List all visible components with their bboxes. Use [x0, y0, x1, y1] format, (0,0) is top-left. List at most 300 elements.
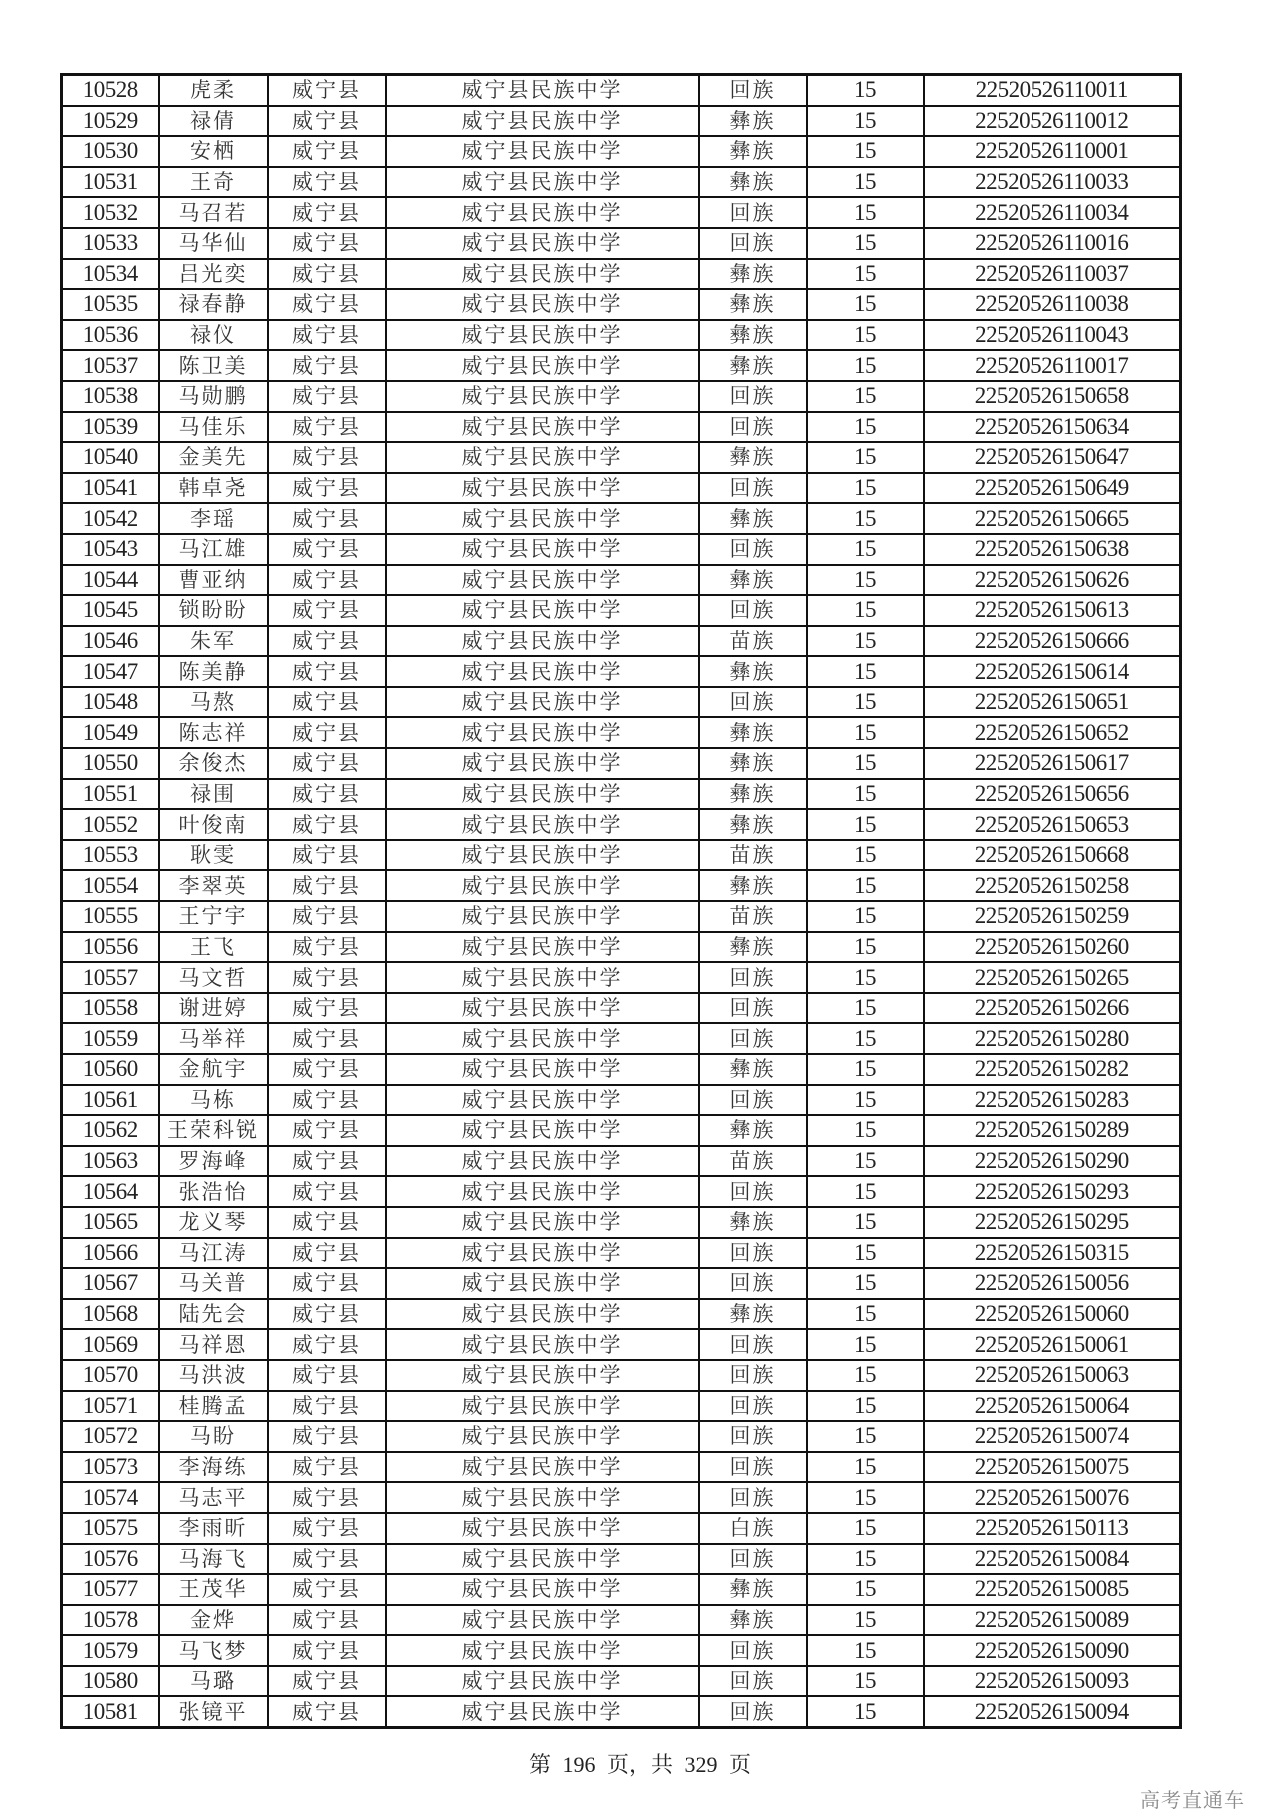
exam-id-cell: 22520526150658 — [924, 381, 1181, 412]
exam-id-cell: 22520526150280 — [924, 1023, 1181, 1054]
name-cell: 王宁宇 — [159, 901, 268, 932]
exam-id-cell: 22520526110016 — [924, 228, 1181, 259]
exam-id-cell: 22520526150075 — [924, 1452, 1181, 1483]
school-cell: 威宁县民族中学 — [386, 1605, 699, 1636]
seq-cell: 10546 — [62, 626, 159, 657]
county-cell: 威宁县 — [268, 1146, 386, 1177]
seq-cell: 10539 — [62, 412, 159, 443]
table-row — [62, 412, 1181, 443]
name-cell: 禄春静 — [159, 289, 268, 320]
table-row — [62, 75, 1181, 106]
county-cell: 威宁县 — [268, 289, 386, 320]
school-cell: 威宁县民族中学 — [386, 75, 699, 106]
score-cell: 15 — [807, 1299, 924, 1330]
ethnicity-cell: 苗族 — [699, 840, 807, 871]
name-cell: 李海练 — [159, 1452, 268, 1483]
exam-id-cell: 22520526150258 — [924, 870, 1181, 901]
exam-id-cell: 22520526150649 — [924, 473, 1181, 504]
seq-cell: 10544 — [62, 565, 159, 596]
school-cell: 威宁县民族中学 — [386, 1115, 699, 1146]
school-cell: 威宁县民族中学 — [386, 901, 699, 932]
score-cell: 15 — [807, 1238, 924, 1269]
county-cell: 威宁县 — [268, 901, 386, 932]
county-cell: 威宁县 — [268, 1666, 386, 1697]
school-cell: 威宁县民族中学 — [386, 1452, 699, 1483]
score-cell: 15 — [807, 962, 924, 993]
county-cell: 威宁县 — [268, 259, 386, 290]
county-cell: 威宁县 — [268, 565, 386, 596]
name-cell: 谢进婷 — [159, 993, 268, 1024]
name-cell: 马栋 — [159, 1085, 268, 1116]
ethnicity-cell: 彝族 — [699, 748, 807, 779]
seq-cell: 10550 — [62, 748, 159, 779]
seq-cell: 10534 — [62, 259, 159, 290]
name-cell: 王荣科锐 — [159, 1115, 268, 1146]
score-cell: 15 — [807, 717, 924, 748]
watermark-text: 高考直通车 — [1140, 1788, 1245, 1812]
table-row — [62, 595, 1181, 626]
score-cell: 15 — [807, 1482, 924, 1513]
table-row — [62, 748, 1181, 779]
score-cell: 15 — [807, 1513, 924, 1544]
county-cell: 威宁县 — [268, 1054, 386, 1085]
score-cell: 15 — [807, 840, 924, 871]
name-cell: 罗海峰 — [159, 1146, 268, 1177]
score-cell: 15 — [807, 1176, 924, 1207]
name-cell: 马志平 — [159, 1482, 268, 1513]
exam-id-cell: 22520526150617 — [924, 748, 1181, 779]
county-cell: 威宁县 — [268, 962, 386, 993]
score-cell: 15 — [807, 75, 924, 106]
ethnicity-cell: 回族 — [699, 534, 807, 565]
school-cell: 威宁县民族中学 — [386, 1544, 699, 1575]
school-cell: 威宁县民族中学 — [386, 1085, 699, 1116]
table-row — [62, 350, 1181, 381]
seq-cell: 10560 — [62, 1054, 159, 1085]
exam-id-cell: 22520526150289 — [924, 1115, 1181, 1146]
score-cell: 15 — [807, 167, 924, 198]
name-cell: 马召若 — [159, 197, 268, 228]
name-cell: 吕光奕 — [159, 259, 268, 290]
ethnicity-cell: 回族 — [699, 473, 807, 504]
table-row — [62, 1299, 1181, 1330]
score-cell: 15 — [807, 289, 924, 320]
name-cell: 马熬 — [159, 687, 268, 718]
ethnicity-cell: 彝族 — [699, 167, 807, 198]
table-body — [62, 75, 1181, 1728]
table-row — [62, 534, 1181, 565]
school-cell: 威宁县民族中学 — [386, 1574, 699, 1605]
score-cell: 15 — [807, 626, 924, 657]
school-cell: 威宁县民族中学 — [386, 748, 699, 779]
county-cell: 威宁县 — [268, 1360, 386, 1391]
ethnicity-cell: 回族 — [699, 1023, 807, 1054]
exam-id-cell: 22520526150063 — [924, 1360, 1181, 1391]
exam-id-cell: 22520526150626 — [924, 565, 1181, 596]
seq-cell: 10554 — [62, 870, 159, 901]
exam-id-cell: 22520526150265 — [924, 962, 1181, 993]
exam-id-cell: 22520526150074 — [924, 1421, 1181, 1452]
table-row — [62, 503, 1181, 534]
table-row — [62, 1544, 1181, 1575]
county-cell: 威宁县 — [268, 1023, 386, 1054]
school-cell: 威宁县民族中学 — [386, 1696, 699, 1727]
exam-id-cell: 22520526150668 — [924, 840, 1181, 871]
school-cell: 威宁县民族中学 — [386, 1635, 699, 1666]
exam-id-cell: 22520526150613 — [924, 595, 1181, 626]
exam-id-cell: 22520526150085 — [924, 1574, 1181, 1605]
ethnicity-cell: 彝族 — [699, 1605, 807, 1636]
name-cell: 李瑶 — [159, 503, 268, 534]
exam-id-cell: 22520526150666 — [924, 626, 1181, 657]
ethnicity-cell: 回族 — [699, 228, 807, 259]
county-cell: 威宁县 — [268, 870, 386, 901]
table-row — [62, 197, 1181, 228]
school-cell: 威宁县民族中学 — [386, 1513, 699, 1544]
school-cell: 威宁县民族中学 — [386, 1023, 699, 1054]
exam-id-cell: 22520526150652 — [924, 717, 1181, 748]
exam-id-cell: 22520526110037 — [924, 259, 1181, 290]
school-cell: 威宁县民族中学 — [386, 534, 699, 565]
ethnicity-cell: 彝族 — [699, 779, 807, 810]
seq-cell: 10565 — [62, 1207, 159, 1238]
seq-cell: 10557 — [62, 962, 159, 993]
name-cell: 马文哲 — [159, 962, 268, 993]
county-cell: 威宁县 — [268, 473, 386, 504]
ethnicity-cell: 彝族 — [699, 106, 807, 137]
table-row — [62, 1605, 1181, 1636]
score-cell: 15 — [807, 228, 924, 259]
county-cell: 威宁县 — [268, 1176, 386, 1207]
exam-id-cell: 22520526110034 — [924, 197, 1181, 228]
name-cell: 曹亚纳 — [159, 565, 268, 596]
table-row — [62, 259, 1181, 290]
county-cell: 威宁县 — [268, 197, 386, 228]
ethnicity-cell: 回族 — [699, 962, 807, 993]
county-cell: 威宁县 — [268, 840, 386, 871]
score-cell: 15 — [807, 1085, 924, 1116]
county-cell: 威宁县 — [268, 1085, 386, 1116]
table-row — [62, 1146, 1181, 1177]
seq-cell: 10537 — [62, 350, 159, 381]
school-cell: 威宁县民族中学 — [386, 350, 699, 381]
seq-cell: 10573 — [62, 1452, 159, 1483]
table-row — [62, 993, 1181, 1024]
ethnicity-cell: 回族 — [699, 1391, 807, 1422]
score-cell: 15 — [807, 1023, 924, 1054]
county-cell: 威宁县 — [268, 136, 386, 167]
exam-id-cell: 22520526150653 — [924, 809, 1181, 840]
exam-id-cell: 22520526150295 — [924, 1207, 1181, 1238]
seq-cell: 10551 — [62, 779, 159, 810]
school-cell: 威宁县民族中学 — [386, 473, 699, 504]
table-row — [62, 932, 1181, 963]
ethnicity-cell: 回族 — [699, 1635, 807, 1666]
name-cell: 马江雄 — [159, 534, 268, 565]
county-cell: 威宁县 — [268, 993, 386, 1024]
name-cell: 金美先 — [159, 442, 268, 473]
ethnicity-cell: 彝族 — [699, 289, 807, 320]
score-cell: 15 — [807, 1574, 924, 1605]
table-row — [62, 289, 1181, 320]
exam-id-cell: 22520526110038 — [924, 289, 1181, 320]
school-cell: 威宁县民族中学 — [386, 932, 699, 963]
ethnicity-cell: 回族 — [699, 1421, 807, 1452]
name-cell: 虎柔 — [159, 75, 268, 106]
seq-cell: 10581 — [62, 1696, 159, 1727]
school-cell: 威宁县民族中学 — [386, 259, 699, 290]
seq-cell: 10556 — [62, 932, 159, 963]
seq-cell: 10569 — [62, 1329, 159, 1360]
seq-cell: 10532 — [62, 197, 159, 228]
name-cell: 马佳乐 — [159, 412, 268, 443]
school-cell: 威宁县民族中学 — [386, 1666, 699, 1697]
county-cell: 威宁县 — [268, 412, 386, 443]
school-cell: 威宁县民族中学 — [386, 197, 699, 228]
exam-id-cell: 22520526150064 — [924, 1391, 1181, 1422]
seq-cell: 10571 — [62, 1391, 159, 1422]
ethnicity-cell: 彝族 — [699, 1299, 807, 1330]
score-cell: 15 — [807, 779, 924, 810]
county-cell: 威宁县 — [268, 350, 386, 381]
county-cell: 威宁县 — [268, 1574, 386, 1605]
name-cell: 马关普 — [159, 1268, 268, 1299]
seq-cell: 10567 — [62, 1268, 159, 1299]
exam-id-cell: 22520526150315 — [924, 1238, 1181, 1269]
county-cell: 威宁县 — [268, 748, 386, 779]
school-cell: 威宁县民族中学 — [386, 1207, 699, 1238]
school-cell: 威宁县民族中学 — [386, 442, 699, 473]
county-cell: 威宁县 — [268, 1452, 386, 1483]
exam-id-cell: 22520526150293 — [924, 1176, 1181, 1207]
exam-id-cell: 22520526150647 — [924, 442, 1181, 473]
ethnicity-cell: 彝族 — [699, 809, 807, 840]
school-cell: 威宁县民族中学 — [386, 687, 699, 718]
ethnicity-cell: 彝族 — [699, 717, 807, 748]
table-row — [62, 687, 1181, 718]
seq-cell: 10530 — [62, 136, 159, 167]
ethnicity-cell: 彝族 — [699, 1574, 807, 1605]
seq-cell: 10575 — [62, 1513, 159, 1544]
table-row — [62, 656, 1181, 687]
name-cell: 朱军 — [159, 626, 268, 657]
table-row — [62, 228, 1181, 259]
school-cell: 威宁县民族中学 — [386, 626, 699, 657]
table-row — [62, 1085, 1181, 1116]
score-cell: 15 — [807, 901, 924, 932]
name-cell: 耿雯 — [159, 840, 268, 871]
ethnicity-cell: 回族 — [699, 412, 807, 443]
exam-id-cell: 22520526110017 — [924, 350, 1181, 381]
ethnicity-cell: 回族 — [699, 1085, 807, 1116]
table-row — [62, 1391, 1181, 1422]
table-row — [62, 840, 1181, 871]
score-cell: 15 — [807, 1054, 924, 1085]
seq-cell: 10564 — [62, 1176, 159, 1207]
county-cell: 威宁县 — [268, 228, 386, 259]
school-cell: 威宁县民族中学 — [386, 412, 699, 443]
seq-cell: 10549 — [62, 717, 159, 748]
seq-cell: 10572 — [62, 1421, 159, 1452]
ethnicity-cell: 彝族 — [699, 320, 807, 351]
name-cell: 禄围 — [159, 779, 268, 810]
school-cell: 威宁县民族中学 — [386, 320, 699, 351]
county-cell: 威宁县 — [268, 1544, 386, 1575]
county-cell: 威宁县 — [268, 534, 386, 565]
table-row — [62, 809, 1181, 840]
school-cell: 威宁县民族中学 — [386, 1421, 699, 1452]
school-cell: 威宁县民族中学 — [386, 717, 699, 748]
name-cell: 王奇 — [159, 167, 268, 198]
school-cell: 威宁县民族中学 — [386, 809, 699, 840]
county-cell: 威宁县 — [268, 626, 386, 657]
score-cell: 15 — [807, 809, 924, 840]
seq-cell: 10540 — [62, 442, 159, 473]
school-cell: 威宁县民族中学 — [386, 381, 699, 412]
score-cell: 15 — [807, 870, 924, 901]
school-cell: 威宁县民族中学 — [386, 136, 699, 167]
ethnicity-cell: 回族 — [699, 1544, 807, 1575]
seq-cell: 10541 — [62, 473, 159, 504]
ethnicity-cell: 彝族 — [699, 136, 807, 167]
table-row — [62, 962, 1181, 993]
score-cell: 15 — [807, 748, 924, 779]
county-cell: 威宁县 — [268, 75, 386, 106]
table-row — [62, 870, 1181, 901]
seq-cell: 10552 — [62, 809, 159, 840]
ethnicity-cell: 回族 — [699, 197, 807, 228]
ethnicity-cell: 苗族 — [699, 901, 807, 932]
exam-id-cell: 22520526150113 — [924, 1513, 1181, 1544]
student-roster-table — [60, 73, 1182, 1729]
county-cell: 威宁县 — [268, 167, 386, 198]
exam-id-cell: 22520526150094 — [924, 1696, 1181, 1727]
exam-id-cell: 22520526110033 — [924, 167, 1181, 198]
exam-id-cell: 22520526150056 — [924, 1268, 1181, 1299]
ethnicity-cell: 彝族 — [699, 565, 807, 596]
county-cell: 威宁县 — [268, 779, 386, 810]
exam-id-cell: 22520526150283 — [924, 1085, 1181, 1116]
exam-id-cell: 22520526150266 — [924, 993, 1181, 1024]
ethnicity-cell: 彝族 — [699, 1207, 807, 1238]
school-cell: 威宁县民族中学 — [386, 503, 699, 534]
name-cell: 陈卫美 — [159, 350, 268, 381]
table-row — [62, 381, 1181, 412]
exam-id-cell: 22520526150665 — [924, 503, 1181, 534]
table-row — [62, 473, 1181, 504]
score-cell: 15 — [807, 259, 924, 290]
school-cell: 威宁县民族中学 — [386, 289, 699, 320]
exam-id-cell: 22520526150656 — [924, 779, 1181, 810]
name-cell: 陈志祥 — [159, 717, 268, 748]
ethnicity-cell: 回族 — [699, 993, 807, 1024]
score-cell: 15 — [807, 106, 924, 137]
county-cell: 威宁县 — [268, 656, 386, 687]
seq-cell: 10547 — [62, 656, 159, 687]
score-cell: 15 — [807, 473, 924, 504]
name-cell: 陆先会 — [159, 1299, 268, 1330]
seq-cell: 10580 — [62, 1666, 159, 1697]
name-cell: 马盼 — [159, 1421, 268, 1452]
table-row — [62, 136, 1181, 167]
exam-id-cell: 22520526150290 — [924, 1146, 1181, 1177]
exam-id-cell: 22520526150060 — [924, 1299, 1181, 1330]
score-cell: 15 — [807, 503, 924, 534]
school-cell: 威宁县民族中学 — [386, 779, 699, 810]
county-cell: 威宁县 — [268, 1238, 386, 1269]
table-row — [62, 1635, 1181, 1666]
county-cell: 威宁县 — [268, 503, 386, 534]
school-cell: 威宁县民族中学 — [386, 1329, 699, 1360]
seq-cell: 10528 — [62, 75, 159, 106]
score-cell: 15 — [807, 136, 924, 167]
score-cell: 15 — [807, 1329, 924, 1360]
ethnicity-cell: 彝族 — [699, 656, 807, 687]
county-cell: 威宁县 — [268, 1605, 386, 1636]
seq-cell: 10533 — [62, 228, 159, 259]
name-cell: 韩卓尧 — [159, 473, 268, 504]
score-cell: 15 — [807, 1360, 924, 1391]
exam-id-cell: 22520526150638 — [924, 534, 1181, 565]
exam-id-cell: 22520526110011 — [924, 75, 1181, 106]
name-cell: 龙义琴 — [159, 1207, 268, 1238]
ethnicity-cell: 回族 — [699, 1666, 807, 1697]
name-cell: 安栖 — [159, 136, 268, 167]
name-cell: 张浩怡 — [159, 1176, 268, 1207]
exam-id-cell: 22520526150259 — [924, 901, 1181, 932]
name-cell: 马江涛 — [159, 1238, 268, 1269]
county-cell: 威宁县 — [268, 687, 386, 718]
score-cell: 15 — [807, 1421, 924, 1452]
county-cell: 威宁县 — [268, 106, 386, 137]
seq-cell: 10531 — [62, 167, 159, 198]
table-row — [62, 1360, 1181, 1391]
school-cell: 威宁县民族中学 — [386, 1054, 699, 1085]
name-cell: 马洪波 — [159, 1360, 268, 1391]
table-row — [62, 1176, 1181, 1207]
county-cell: 威宁县 — [268, 1299, 386, 1330]
seq-cell: 10555 — [62, 901, 159, 932]
score-cell: 15 — [807, 412, 924, 443]
seq-cell: 10538 — [62, 381, 159, 412]
school-cell: 威宁县民族中学 — [386, 840, 699, 871]
county-cell: 威宁县 — [268, 1268, 386, 1299]
county-cell: 威宁县 — [268, 1115, 386, 1146]
county-cell: 威宁县 — [268, 1696, 386, 1727]
ethnicity-cell: 回族 — [699, 1268, 807, 1299]
name-cell: 李翠英 — [159, 870, 268, 901]
exam-id-cell: 22520526110043 — [924, 320, 1181, 351]
seq-cell: 10545 — [62, 595, 159, 626]
ethnicity-cell: 彝族 — [699, 350, 807, 381]
school-cell: 威宁县民族中学 — [386, 565, 699, 596]
ethnicity-cell: 回族 — [699, 1696, 807, 1727]
school-cell: 威宁县民族中学 — [386, 1391, 699, 1422]
county-cell: 威宁县 — [268, 1391, 386, 1422]
county-cell: 威宁县 — [268, 1421, 386, 1452]
table-row — [62, 1513, 1181, 1544]
score-cell: 15 — [807, 534, 924, 565]
name-cell: 马华仙 — [159, 228, 268, 259]
county-cell: 威宁县 — [268, 320, 386, 351]
exam-id-cell: 22520526110001 — [924, 136, 1181, 167]
school-cell: 威宁县民族中学 — [386, 228, 699, 259]
name-cell: 马勋鹏 — [159, 381, 268, 412]
table-row — [62, 1238, 1181, 1269]
seq-cell: 10559 — [62, 1023, 159, 1054]
seq-cell: 10568 — [62, 1299, 159, 1330]
school-cell: 威宁县民族中学 — [386, 167, 699, 198]
